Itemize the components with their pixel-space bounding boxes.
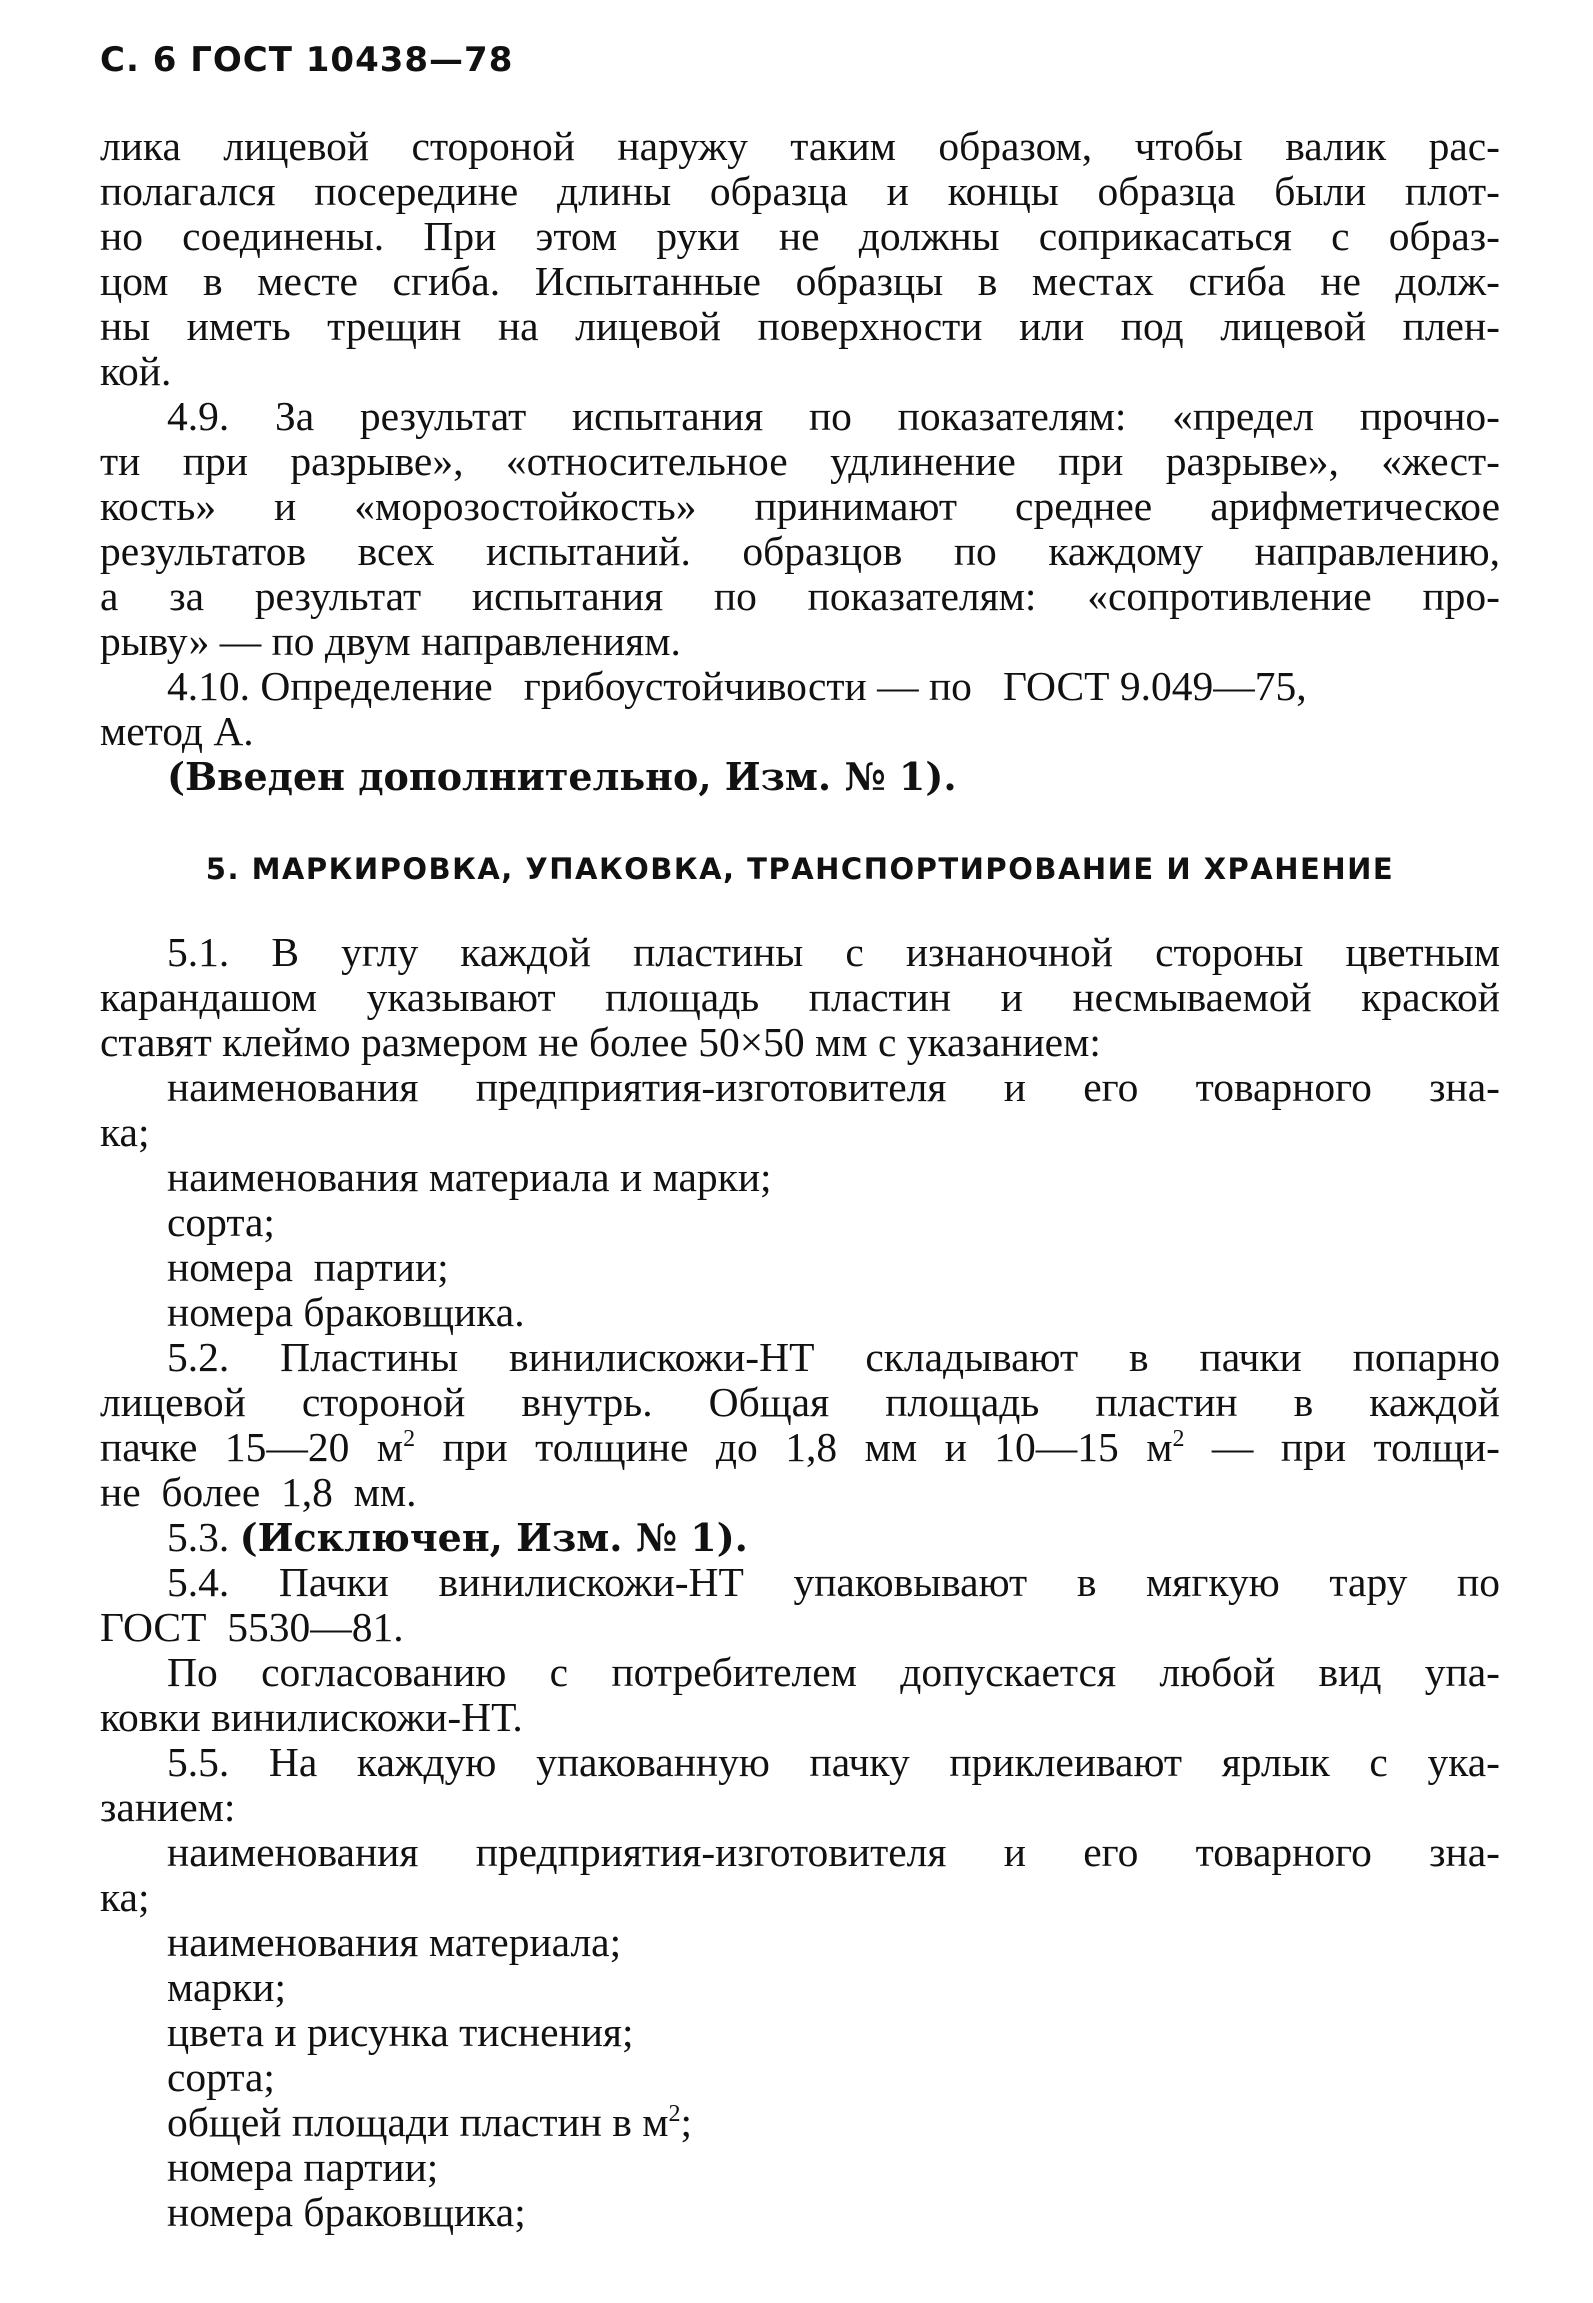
text-line: ставят клеймо размером не более 50×50 мм с указанием: <box>100 1019 1101 1065</box>
text-line: 5.2. Пластины винилискожи-НТ складывают в пачки попарно <box>167 1334 1500 1380</box>
text-line: наименования предприятия-изготовителя и его товарного зна- <box>167 1829 1500 1875</box>
text-fragment: — при толщи- <box>1184 1424 1501 1470</box>
text-line: номера браковщика. <box>167 1289 525 1335</box>
text-line: полагался посередине длины образца и концы образца были плот- <box>100 168 1500 214</box>
text-line: ти при разрыве», «относительное удлинение при разрыве», «жест- <box>100 438 1500 484</box>
text-line: ка; <box>100 1109 150 1155</box>
text-fragment: ; <box>680 2099 693 2145</box>
text-line: результатов всех испытаний. образцов по каждому направлению, <box>100 528 1500 574</box>
text-line: 4.10. Определение грибоустойчивости — по ГОСТ 9.049—75, <box>167 663 1307 709</box>
text-line: 4.9. За результат испытания по показателям: «предел прочно- <box>167 393 1500 439</box>
text-line: занием: <box>100 1784 236 1830</box>
text-line: рыву» — по двум направлениям. <box>100 618 681 664</box>
text-line: По согласованию с потребителем допускается любой вид упа- <box>167 1649 1500 1695</box>
text-line <box>100 2100 1500 2145</box>
text-line: наименования материала и марки; <box>167 1154 772 1200</box>
superscript: 2 <box>668 2101 681 2128</box>
text-line: номера партии; <box>167 2144 439 2190</box>
text-line: цом в месте сгиба. Испытанные образцы в местах сгиба не долж- <box>100 258 1500 304</box>
text-line: цвета и рисунка тиснения; <box>167 2009 634 2055</box>
text-line: а за результат испытания по показателям: «сопротивление про- <box>100 573 1500 619</box>
text-line: ка; <box>100 1874 150 1920</box>
text-fragment: общей площади пластин в м <box>167 2099 669 2145</box>
text-line: номера браковщика; <box>167 2189 526 2235</box>
text-line: наименования предприятия-изготовителя и его товарного зна- <box>167 1064 1500 1110</box>
text-line: лика лицевой стороной наружу таким образом, чтобы валик рас- <box>100 123 1500 169</box>
running-head: С. 6 ГОСТ 10438—78 <box>100 40 514 80</box>
text-line: кой. <box>100 348 172 394</box>
amendment-note: (Введен дополнительно, Изм. № 1). <box>167 754 957 799</box>
text-line: кость» и «морозостойкость» принимают среднее арифметическое <box>100 483 1500 529</box>
text-line: наименования материала; <box>167 1919 622 1965</box>
text-line: ковки винилискожи-НТ. <box>100 1694 523 1740</box>
text-line: но соединены. При этом руки не должны соприкасаться с образ- <box>100 213 1500 259</box>
text-fragment: пачке 15—20 м <box>100 1424 404 1470</box>
amendment-note: (Исключен, Изм. № 1). <box>239 1515 748 1560</box>
text-line: 5.4. Пачки винилискожи-НТ упаковывают в мягкую тару по <box>167 1559 1500 1605</box>
text-line: карандашом указывают площадь пластин и несмываемой краской <box>100 974 1500 1020</box>
text-line: ГОСТ 5530—81. <box>100 1604 404 1650</box>
text-line: сорта; <box>167 2054 275 2100</box>
text-line: сорта; <box>167 1199 275 1245</box>
text-line: марки; <box>167 1964 287 2010</box>
text-line: 5.5. На каждую упакованную пачку приклеивают ярлык с ука- <box>167 1739 1500 1785</box>
superscript: 2 <box>403 1426 416 1453</box>
section-heading: 5. МАРКИРОВКА, УПАКОВКА, ТРАНСПОРТИРОВАНИЕ И ХРАНЕНИЕ <box>205 852 1395 886</box>
text-line: 5.1. В углу каждой пластины с изнаночной стороны цветным <box>167 929 1500 975</box>
clause-number: 5.3. <box>167 1514 240 1560</box>
text-line: лицевой стороной внутрь. Общая площадь пластин в каждой <box>100 1379 1500 1425</box>
text-line <box>100 1515 1500 1560</box>
document-body <box>100 124 1500 2235</box>
text-fragment: при толщине до 1,8 мм и 10—15 м <box>415 1424 1173 1470</box>
text-line: номера партии; <box>167 1244 449 1290</box>
text-line <box>100 1425 1500 1470</box>
text-line: не более 1,8 мм. <box>100 1469 417 1515</box>
text-line: ны иметь трещин на лицевой поверхности или под лицевой плен- <box>100 303 1500 349</box>
superscript: 2 <box>1172 1426 1185 1453</box>
text-line: метод А. <box>100 708 254 754</box>
